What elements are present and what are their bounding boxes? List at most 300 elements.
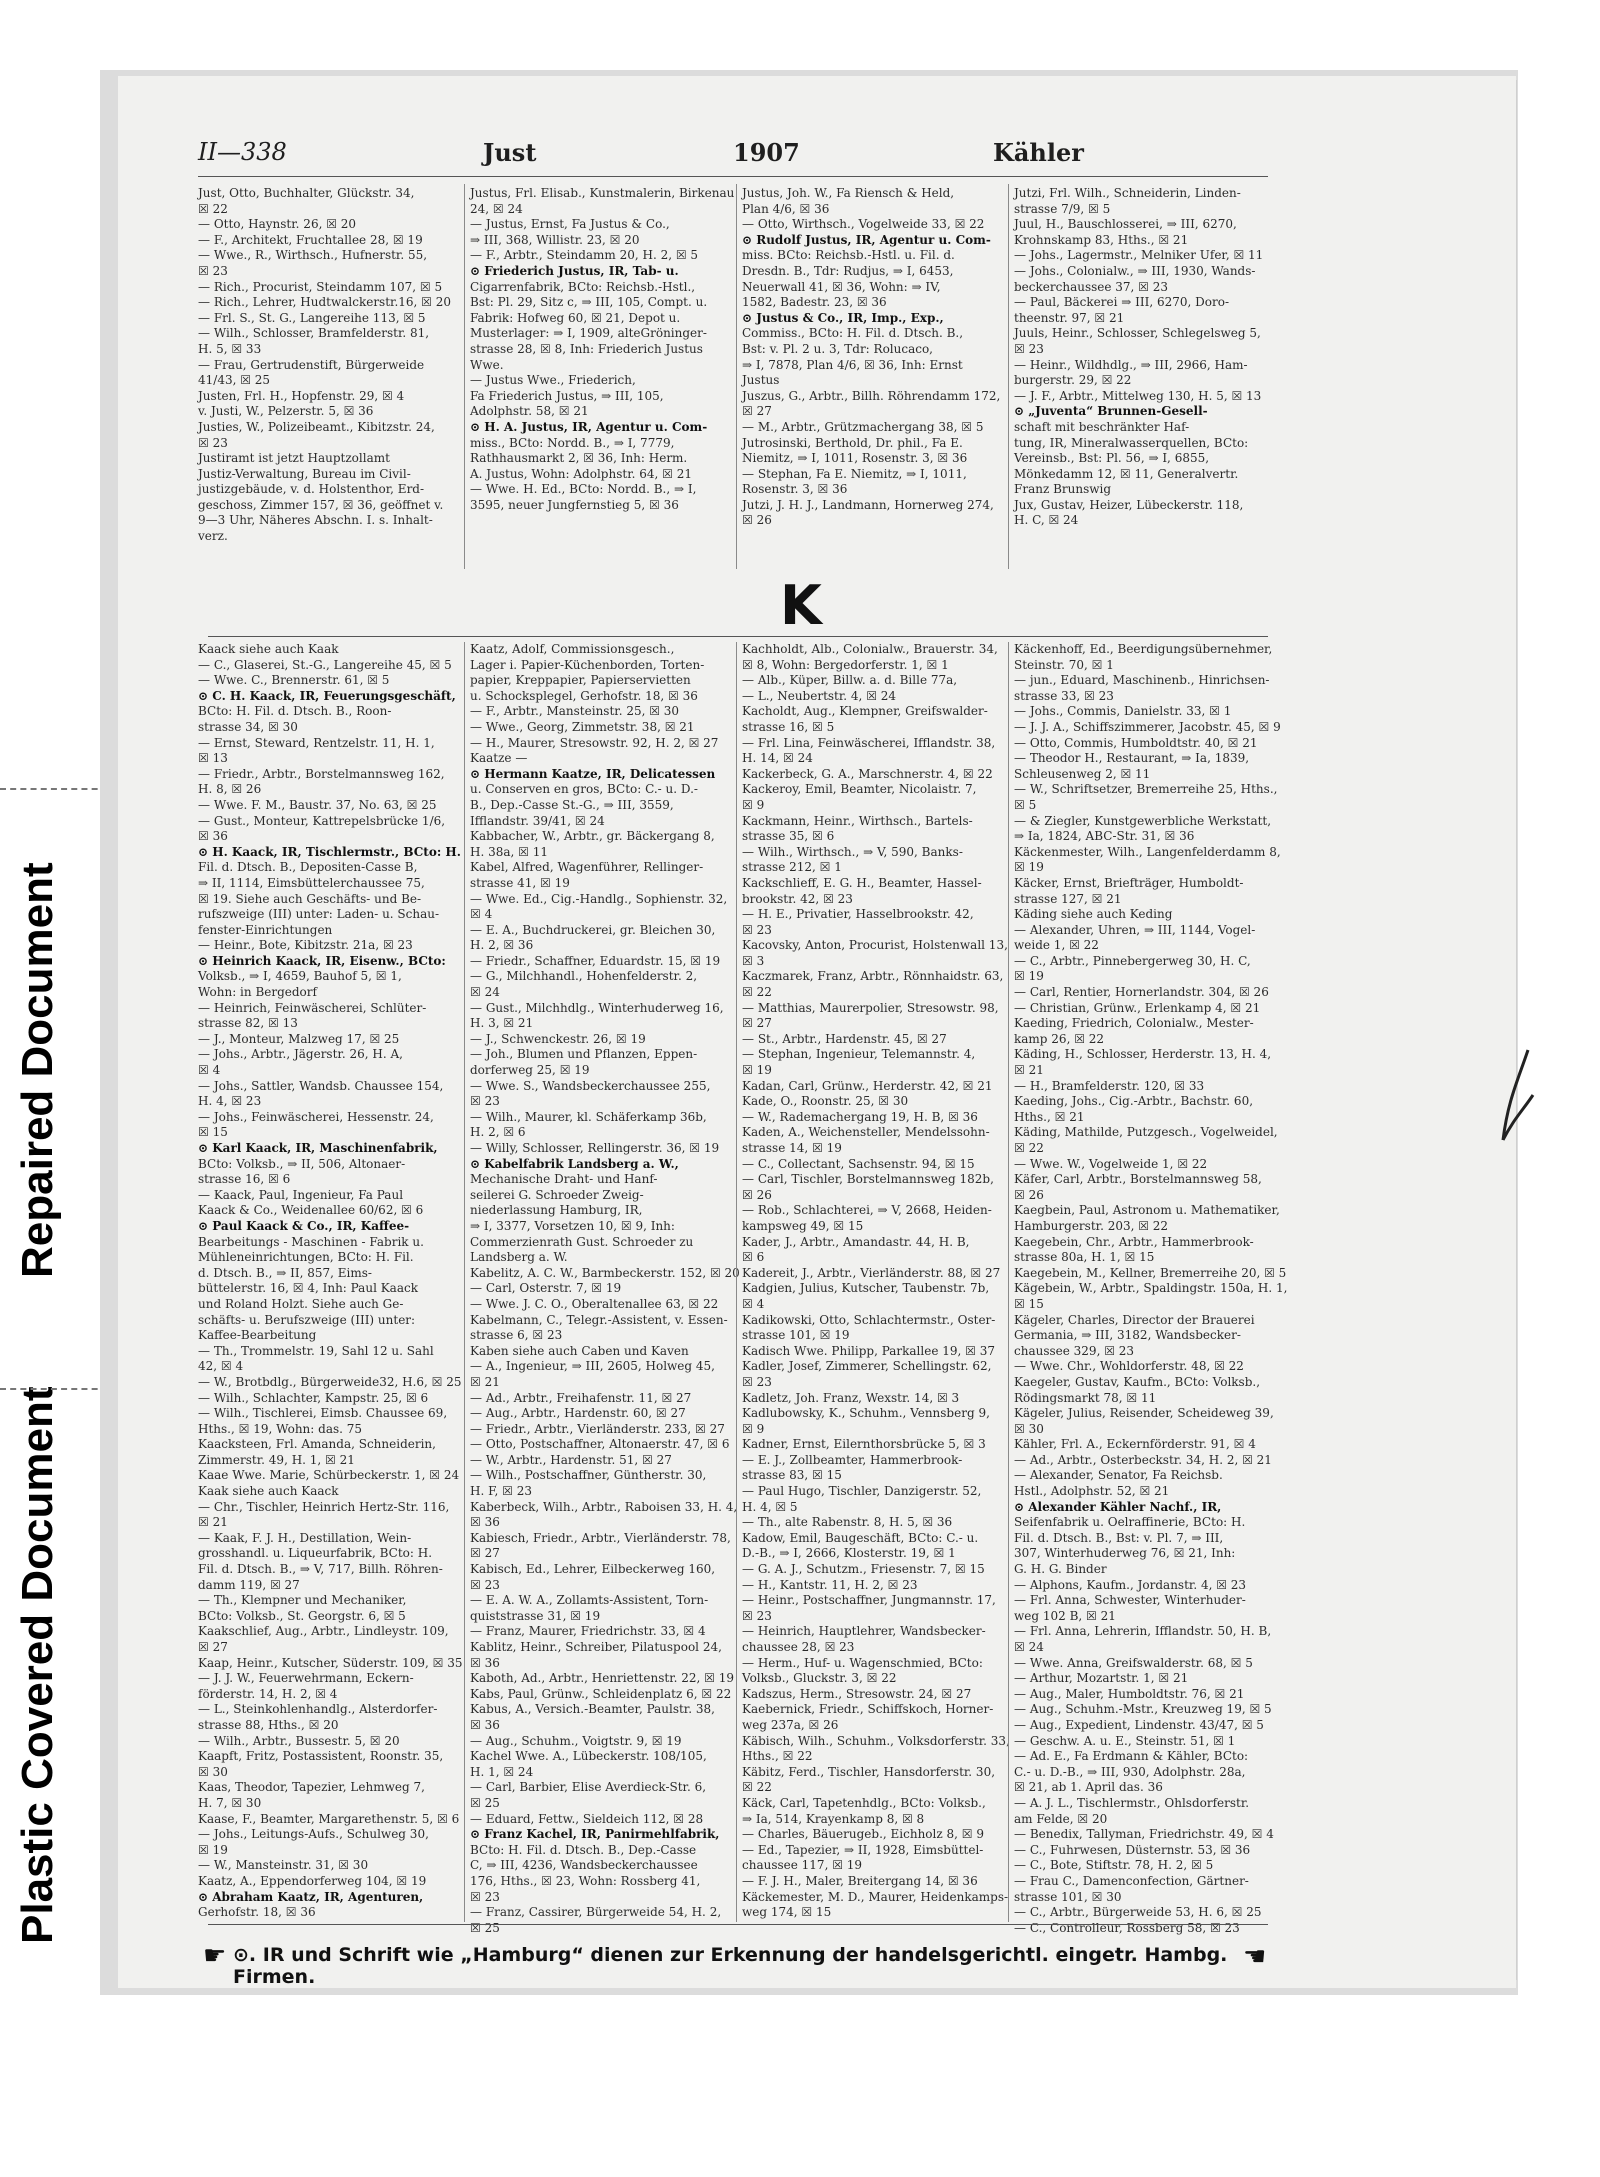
directory-line: Kaegebein, Chr., Arbtr., Hammerbrook-	[1014, 1234, 1254, 1249]
directory-line: justizgebäude, v. d. Holstenthor, Erd-	[198, 482, 425, 497]
directory-line: Fabrik: Hofweg 60, ☒ 21, Depot u.	[470, 310, 681, 325]
directory-line: strasse 88, Hths., ☒ 20	[198, 1717, 339, 1732]
directory-line: — Johs., Sattler, Wandsb. Chaussee 154,	[198, 1078, 444, 1093]
directory-line: Bst: Pl. 29, Sitz c, ⇒ III, 105, Compt. u.	[470, 295, 708, 310]
directory-line: C.- u. D.-B., ⇒ III, 930, Adolphstr. 28a,	[1014, 1764, 1246, 1779]
directory-line: — Aug., Expedient, Lindenstr. 43/47, ☒ 5	[1014, 1717, 1264, 1732]
directory-line: — Frau, Gertrudenstift, Bürgerweide	[198, 357, 425, 372]
directory-line: Kabbacher, W., Arbtr., gr. Bäckergang 8,	[470, 829, 715, 844]
directory-line: ☒ 4	[198, 1063, 221, 1078]
directory-line: — Matthias, Maurerpolier, Stresowstr. 98,	[742, 1000, 999, 1015]
directory-line: — F., Arbtr., Mansteinstr. 25, ☒ 30	[470, 704, 680, 719]
directory-line: BCto: H. Fil. d. Dtsch. B., Dep.-Casse	[470, 1842, 697, 1857]
directory-line: papier, Kreppapier, Papierservietten	[470, 673, 691, 688]
directory-line: — Johs., Commis, Danielstr. 33, ☒ 1	[1014, 704, 1232, 719]
directory-line: ☒ 15	[198, 1125, 228, 1140]
column-rule	[736, 642, 737, 1922]
directory-line: — Aug., Schuhm., Voigtstr. 9, ☒ 19	[470, 1733, 682, 1748]
directory-line: Kaboth, Ad., Arbtr., Henriettenstr. 22, ☒ 19	[470, 1671, 734, 1686]
directory-line: 1582, Badestr. 23, ☒ 36	[742, 295, 887, 310]
directory-line: H. 2, ☒ 6	[470, 1125, 526, 1140]
directory-line: — & Ziegler, Kunstgewerbliche Werkstatt,	[1014, 813, 1272, 828]
directory-line: Kaegbein, Paul, Astronom u. Mathematiker,	[1014, 1203, 1280, 1218]
directory-line: H. 14, ☒ 24	[742, 751, 813, 766]
directory-line: ☒ 22	[198, 201, 228, 216]
directory-line: Zimmerstr. 49, H. 1, ☒ 21	[198, 1452, 355, 1467]
directory-line: — Rich., Lehrer, Hudtwalckerstr.16, ☒ 20	[198, 295, 452, 310]
directory-line: schaft mit beschränkter Haf-	[1014, 419, 1190, 434]
directory-line: — Wwe. C., Brennerstr. 61, ☒ 5	[198, 673, 390, 688]
directory-line: strasse 83, ☒ 15	[742, 1468, 842, 1483]
directory-line: — Friedr., Arbtr., Vierländerstr. 233, ☒ 27	[470, 1421, 725, 1436]
directory-line: Kablitz, Heinr., Schreiber, Pilatuspool 24,	[470, 1640, 722, 1654]
directory-line: Commerzienrath Gust. Schroeder zu	[470, 1234, 694, 1249]
directory-line: — Arthur, Mozartstr. 1, ☒ 21	[1014, 1671, 1189, 1686]
directory-line: Kade, O., Roonstr. 25, ☒ 30	[742, 1094, 909, 1109]
directory-line: — Chr., Tischler, Heinrich Hertz-Str. 116,	[198, 1499, 450, 1514]
directory-line: ☒ 21	[198, 1515, 228, 1530]
directory-line: — Frl. Anna, Schwester, Winterhuder-	[1014, 1593, 1246, 1608]
directory-line: — J. J. W., Feuerwehrmann, Eckern-	[198, 1671, 414, 1686]
directory-line: und Roland Holzt. Siehe auch Ge-	[198, 1296, 404, 1311]
directory-line: Justiz-Verwaltung, Bureau im Civil-	[198, 466, 411, 481]
directory-line: u. Conserven en gros, BCto: C.- u. D.-	[470, 782, 698, 797]
directory-line: — Frl. Lina, Feinwäscherei, Ifflandstr. 38,	[742, 735, 996, 750]
directory-line: ⊙ H. A. Justus, IR, Agentur u. Com-	[470, 419, 708, 434]
directory-line: Kacovsky, Anton, Procurist, Holstenwall 13,	[742, 938, 1008, 953]
directory-line: Kägeler, Julius, Reisender, Scheideweg 39,	[1014, 1406, 1274, 1421]
directory-line: — J., Schwenckestr. 26, ☒ 19	[470, 1031, 646, 1046]
directory-line: ☒ 27	[742, 404, 772, 419]
directory-line: — Heinr., Postschaffner, Jungmannstr. 17,	[742, 1593, 996, 1608]
directory-line: ☒ 23	[742, 1608, 772, 1623]
directory-line: Juul, H., Bauschlosserei, ⇒ III, 6270,	[1014, 217, 1237, 232]
directory-line: strasse 6, ☒ 23	[470, 1328, 563, 1343]
directory-line: Kadow, Emil, Baugeschäft, BCto: C.- u.	[742, 1530, 979, 1545]
directory-line: Kackschlieff, E. G. H., Beamter, Hassel-	[742, 875, 982, 890]
directory-line: Kaden, A., Weichensteller, Mendelssohn-	[742, 1125, 990, 1140]
directory-line: Bst: v. Pl. 2 u. 3, Tdr: Rolucaco,	[742, 341, 933, 356]
directory-line: Kabelmann, C., Telegr.-Assistent, v. Essen-	[470, 1312, 728, 1327]
directory-line: Seifenfabrik u. Oelraffinerie, BCto: H.	[1014, 1515, 1246, 1530]
directory-line: Justus	[742, 373, 780, 388]
directory-line: ☒ 27	[470, 1546, 500, 1561]
directory-line: Kadereit, J., Arbtr., Vierländerstr. 88, ☒ 27	[742, 1265, 1001, 1280]
directory-line: Käding, Mathilde, Putzgesch., Vogelweidel,	[1014, 1125, 1278, 1140]
directory-line: Kaczmarek, Franz, Arbtr., Rönnhaidstr. 63,	[742, 969, 1004, 984]
directory-line: Jutrosinski, Berthold, Dr. phil., Fa E.	[742, 435, 963, 450]
directory-line: strasse 41, ☒ 19	[470, 875, 570, 890]
directory-line: — Alphons, Kaufm., Jordanstr. 4, ☒ 23	[1014, 1577, 1247, 1592]
directory-line: — C., Arbtr., Bürgerweide 53, H. 6, ☒ 25	[1014, 1905, 1262, 1920]
directory-line: strasse 80a, H. 1, ☒ 15	[1014, 1250, 1155, 1265]
directory-line: — Aug., Schuhm.-Mstr., Kreuzweg 19, ☒ 5	[1014, 1702, 1272, 1717]
directory-line: — C., Bote, Stiftstr. 78, H. 2, ☒ 5	[1014, 1858, 1214, 1873]
directory-line: tung, IR, Mineralwasserquellen, BCto:	[1014, 435, 1249, 450]
directory-line: BCto: Volksb., ⇒ II, 506, Altonaer-	[198, 1156, 406, 1171]
directory-line: niederlassung Hamburg, IR,	[470, 1203, 643, 1218]
directory-line: Kaegebein, M., Kellner, Bremerreihe 20, ☒ 5	[1014, 1265, 1287, 1280]
directory-line: — Wwe. H. Ed., BCto: Nordd. B., ⇒ I,	[470, 482, 697, 497]
directory-line: — H., Maurer, Stresowstr. 92, H. 2, ☒ 27	[470, 735, 719, 750]
directory-line: — E. J., Zollbeamter, Hammerbrook-	[742, 1452, 963, 1467]
directory-line: Kader, J., Arbtr., Amandastr. 44, H. B,	[742, 1234, 970, 1249]
directory-line: — Theodor H., Restaurant, ⇒ Ia, 1839,	[1014, 751, 1250, 766]
directory-line: Fil. d. Dtsch. B., Bst: v. Pl. 7, ⇒ III,	[1014, 1530, 1224, 1545]
directory-line: ☒ 19	[198, 1842, 228, 1857]
directory-line: D.-B., ⇒ I, 2666, Klosterstr. 19, ☒ 1	[742, 1546, 956, 1561]
directory-line: Kaatze —	[470, 751, 528, 766]
directory-line: Kadletz, Joh. Franz, Wexstr. 14, ☒ 3	[742, 1390, 960, 1405]
directory-line: Kaakschlief, Aug., Arbtr., Lindleystr. 109,	[198, 1624, 449, 1639]
directory-line: ⊙ C. H. Kaack, IR, Feuerungsgeschäft,	[198, 688, 456, 703]
directory-line: — Otto, Commis, Humboldtstr. 40, ☒ 21	[1014, 735, 1258, 750]
directory-line: — Ad., Arbtr., Osterbeckstr. 34, H. 2, ☒ 21	[1014, 1452, 1272, 1467]
directory-line: 176, Hths., ☒ 23, Wohn: Rossberg 41,	[470, 1873, 701, 1888]
directory-line: Vereinsb., Bst: Pl. 56, ⇒ I, 6855,	[1014, 451, 1210, 466]
directory-line: Käbitz, Ferd., Tischler, Hansdorferstr. 30,	[742, 1764, 996, 1779]
section-letter: K	[780, 574, 822, 637]
directory-line: — Friedr., Arbtr., Borstelmannsweg 162,	[198, 766, 445, 781]
directory-line: ☒ 21	[1014, 1063, 1044, 1078]
directory-line: schäfts- u. Berufszweige (III) unter:	[198, 1312, 416, 1327]
footer-notice: ⊙. IR und Schrift wie „Hamburg“ dienen zur Erkennung der handelsgerichtl. eingetr. Hambg. Firmen.	[233, 1944, 1228, 1988]
directory-line: Fil. d. Dtsch. B., Depositen-Casse B,	[198, 860, 418, 875]
directory-line: ☒ 30	[198, 1764, 228, 1779]
directory-line: — Heinr., Wildhdlg., ⇒ III, 2966, Ham-	[1014, 357, 1248, 372]
directory-line: ☒ 25	[470, 1795, 500, 1810]
directory-line: Neuerwall 41, ☒ 36, Wohn: ⇒ IV,	[742, 279, 941, 294]
directory-line: Käbisch, Wilh., Schuhm., Volksdorferstr. 33,	[742, 1733, 1010, 1748]
directory-line: quiststrasse 31, ☒ 19	[470, 1608, 601, 1623]
directory-line: — Johs., Leitungs-Aufs., Schulweg 30,	[198, 1827, 429, 1842]
directory-line: — L., Steinkohlenhandlg., Alsterdorfer-	[198, 1702, 438, 1717]
directory-line: Justus, Joh. W., Fa Riensch & Held,	[742, 186, 955, 200]
directory-line: ☒ 26	[1014, 1187, 1044, 1202]
directory-line: Ifflandstr. 39/41, ☒ 24	[470, 813, 605, 828]
directory-line: Kackmann, Heinr., Wirthsch., Bartels-	[742, 813, 973, 828]
directory-line: Kadgien, Julius, Kutscher, Taubenstr. 7b,	[742, 1281, 990, 1296]
directory-line: chaussee 28, ☒ 23	[742, 1640, 855, 1654]
directory-line: Gerhofstr. 18, ☒ 36	[198, 1905, 316, 1920]
directory-line: ☒ 19. Siehe auch Geschäfts- und Be-	[198, 891, 422, 906]
directory-line: — H. E., Privatier, Hasselbrookstr. 42,	[742, 907, 974, 922]
directory-line: strasse 14, ☒ 19	[742, 1141, 842, 1155]
directory-line: — J. J. A., Schiffszimmerer, Jacobstr. 45, ☒ 9	[1014, 719, 1281, 734]
directory-line: u. Schocksplegel, Gerhofstr. 18, ☒ 36	[470, 688, 698, 703]
directory-line: — jun., Eduard, Maschinenb., Hinrichsen-	[1014, 673, 1270, 688]
directory-line: — Heinrich, Feinwäscherei, Schlüter-	[198, 1000, 427, 1015]
directory-line: — Wilh., Postschaffner, Güntherstr. 30,	[470, 1468, 707, 1483]
directory-line: H. 3, ☒ 21	[470, 1016, 534, 1031]
directory-line: — Paul, Bäckerei ⇒ III, 6270, Doro-	[1014, 295, 1230, 310]
directory-line: — M., Arbtr., Grützmachergang 38, ☒ 5	[742, 419, 984, 434]
directory-line: Kaacksteen, Frl. Amanda, Schneiderin,	[198, 1437, 436, 1452]
directory-line: ⇒ Ia, 1824, ABC-Str. 31, ☒ 36	[1014, 829, 1195, 844]
directory-line: Kadlubowsky, K., Schuhm., Vennsberg 9,	[742, 1406, 990, 1421]
entries-column-k-4	[1014, 642, 1288, 1935]
directory-line: — Wilh., Schlosser, Bramfelderstr. 81,	[198, 326, 430, 341]
directory-line: Hamburgerstr. 203, ☒ 22	[1014, 1218, 1169, 1233]
directory-line: G. H. G. Binder	[1014, 1562, 1107, 1577]
page-header	[198, 138, 1278, 178]
directory-line: Plan 4/6, ☒ 36	[742, 201, 830, 216]
directory-line: H. 4, ☒ 23	[198, 1094, 262, 1109]
directory-line: damm 119, ☒ 27	[198, 1577, 300, 1592]
directory-line: — Frl. S., St. G., Langereihe 113, ☒ 5	[198, 310, 426, 325]
directory-line: Kaebernick, Friedr., Schiffskoch, Horner-	[742, 1702, 994, 1717]
directory-line: — Wilh., Wirthsch., ⇒ V, 590, Banks-	[742, 844, 963, 859]
directory-line: ⊙ Abraham Kaatz, IR, Agenturen,	[198, 1889, 424, 1904]
directory-line: ☒ 23	[742, 922, 772, 937]
directory-line: — Carl, Tischler, Borstelmannsweg 182b,	[742, 1172, 994, 1187]
directory-line: Kabel, Alfred, Wagenführer, Rellinger-	[470, 860, 704, 875]
directory-line: 24, ☒ 24	[470, 201, 523, 216]
directory-line: H. 8, ☒ 26	[198, 782, 262, 797]
directory-line: ☒ 24	[1014, 1640, 1044, 1654]
directory-line: Kadan, Carl, Grünw., Herderstr. 42, ☒ 21	[742, 1078, 993, 1093]
directory-line: verz.	[198, 529, 228, 544]
directory-line: Kaeding, Friedrich, Colonialw., Mester-	[1014, 1016, 1254, 1031]
directory-line: Justus, Frl. Elisab., Kunstmalerin, Birkenau	[470, 186, 735, 200]
directory-line: — Kaak, F. J. H., Destillation, Wein-	[198, 1530, 412, 1545]
directory-line: — W., Schriftsetzer, Bremerreihe 25, Hths.,	[1014, 782, 1278, 797]
directory-line: — W., Brotbdlg., Bürgerweide32, H.6, ☒ 25	[198, 1374, 462, 1389]
pointing-hand-left-icon: ☛	[203, 1941, 227, 1971]
directory-line: — Christian, Grünw., Erlenkamp 4, ☒ 21	[1014, 1000, 1261, 1015]
directory-line: seilerei G. Schroeder Zweig-	[470, 1187, 644, 1202]
directory-line: B., Dep.-Casse St.-G., ⇒ III, 3559,	[470, 797, 674, 812]
entries-column-top-4	[1014, 186, 1276, 566]
directory-line: — F. J. H., Maler, Breitergang 14, ☒ 36	[742, 1873, 978, 1888]
directory-line: H. 5, ☒ 33	[198, 341, 262, 356]
section-rule	[208, 636, 1268, 637]
directory-line: — Th., Trommelstr. 19, Sahl 12 u. Sahl	[198, 1343, 434, 1358]
directory-line: — Wilh., Maurer, kl. Schäferkamp 36b,	[470, 1109, 707, 1124]
directory-line: ☒ 24	[470, 985, 500, 1000]
directory-line: förderstr. 14, H. 2, ☒ 4	[198, 1686, 338, 1701]
directory-line: ☒ 36	[470, 1655, 500, 1670]
directory-line: — St., Arbtr., Hardenstr. 45, ☒ 27	[742, 1031, 947, 1046]
plastic-covered-label: Plastic Covered Document	[13, 1386, 62, 1944]
directory-line: Kachholdt, Alb., Colonialw., Brauerstr. 34,	[742, 642, 998, 656]
directory-line: ⇒ I, 3377, Vorsetzen 10, ☒ 9, Inh:	[470, 1218, 675, 1233]
column-rule	[464, 642, 465, 1922]
directory-line: ☒ 8, Wohn: Bergedorferstr. 1, ☒ 1	[742, 657, 949, 672]
directory-line: A. Justus, Wohn: Adolphstr. 64, ☒ 21	[470, 466, 692, 481]
directory-line: Fa Friederich Justus, ⇒ III, 105,	[470, 388, 664, 403]
directory-line: dorferweg 25, ☒ 19	[470, 1063, 590, 1078]
repaired-document-label: Repaired Document	[13, 862, 62, 1278]
directory-line: BCto: H. Fil. d. Dtsch. B., Roon-	[198, 704, 392, 719]
directory-line: ☒ 23	[198, 435, 228, 450]
directory-line: Kackerbeck, G. A., Marschnerstr. 4, ☒ 22	[742, 766, 993, 781]
directory-line: ☒ 5	[1014, 797, 1037, 812]
directory-line: weide 1, ☒ 22	[1014, 938, 1099, 953]
directory-line: — Alexander, Uhren, ⇒ III, 1144, Vogel-	[1014, 922, 1256, 937]
directory-line: Kadszus, Herm., Stresowstr. 24, ☒ 27	[742, 1686, 972, 1701]
directory-line: Schleusenweg 2, ☒ 11	[1014, 766, 1151, 781]
directory-line: Jux, Gustav, Heizer, Lübeckerstr. 118,	[1014, 497, 1244, 512]
directory-line: Kaffee-Bearbeitung	[198, 1328, 317, 1343]
directory-line: Rathhausmarkt 2, ☒ 36, Inh: Herm.	[470, 451, 688, 466]
directory-line: strasse 101, ☒ 30	[1014, 1889, 1122, 1904]
directory-line: — Franz, Cassirer, Bürgerweide 54, H. 2,	[470, 1905, 722, 1920]
directory-line: — Rob., Schlachterei, ⇒ V, 2668, Heiden-	[742, 1203, 992, 1218]
directory-line: Käcker, Ernst, Briefträger, Humboldt-	[1014, 875, 1244, 890]
directory-line: BCto: Volksb., St. Georgstr. 6, ☒ 5	[198, 1608, 406, 1623]
directory-line: — Rich., Procurist, Steindamm 107, ☒ 5	[198, 279, 443, 294]
directory-line: Mönkedamm 12, ☒ 11, Generalvertr.	[1014, 466, 1239, 481]
directory-line: Käding, H., Schlosser, Herderstr. 13, H. 4,	[1014, 1047, 1272, 1062]
directory-line: d. Dtsch. B., ⇒ II, 857, Eims-	[198, 1265, 372, 1280]
entries-column-k-2	[470, 642, 740, 1935]
directory-line: 9—3 Uhr, Näheres Abschn. I. s. Inhalt-	[198, 513, 433, 528]
directory-line: — Wwe. Anna, Greifswalderstr. 68, ☒ 5	[1014, 1655, 1253, 1670]
directory-line: Kaae Wwe. Marie, Schürbeckerstr. 1, ☒ 24	[198, 1468, 460, 1483]
directory-line: Fil. d. Dtsch. B., ⇒ V, 717, Billh. Röhren-	[198, 1562, 443, 1577]
directory-line: — Joh., Blumen und Pflanzen, Eppen-	[470, 1047, 698, 1062]
directory-line: Kaak siehe auch Kaack	[198, 1484, 339, 1499]
directory-line: ⊙ Franz Kachel, IR, Panirmehlfabrik,	[470, 1827, 720, 1842]
directory-line: — Frl. Anna, Lehrerin, Ifflandstr. 50, H. B,	[1014, 1624, 1272, 1639]
directory-line: Juszus, G., Arbtr., Billh. Röhrendamm 172,	[742, 388, 1001, 403]
directory-line: ☒ 36	[198, 829, 228, 844]
directory-line: ☒ 26	[742, 1187, 772, 1202]
directory-line: ☒ 13	[198, 751, 228, 766]
directory-line: büttelerstr. 16, ☒ 4, Inh: Paul Kaack	[198, 1281, 418, 1296]
directory-line: — Gust., Monteur, Kattrepelsbrücke 1/6,	[198, 813, 446, 828]
directory-line: ⇒ III, 368, Willistr. 23, ☒ 20	[470, 232, 640, 247]
directory-line: — H., Bramfelderstr. 120, ☒ 33	[1014, 1078, 1205, 1093]
directory-line: Kaeding, Johs., Cig.-Arbtr., Bachstr. 60,	[1014, 1094, 1254, 1109]
directory-line: Germania, ⇒ III, 3182, Wandsbecker-	[1014, 1328, 1241, 1343]
directory-line: — Ernst, Steward, Rentzelstr. 11, H. 1,	[198, 735, 435, 750]
directory-line: Mechanische Draht- und Hanf-	[470, 1172, 658, 1187]
directory-line: — Alb., Küper, Billw. a. d. Bille 77a,	[742, 673, 958, 688]
directory-line: ☒ 19	[1014, 860, 1044, 875]
directory-line: — G., Milchhandl., Hohenfelderstr. 2,	[470, 969, 698, 984]
directory-line: Kaben siehe auch Caben und Kaven	[470, 1343, 689, 1358]
directory-line: strasse 16, ☒ 5	[742, 719, 835, 734]
directory-line: — Heinr., Bote, Kibitzstr. 21a, ☒ 23	[198, 938, 413, 953]
directory-line: Wwe.	[470, 357, 504, 372]
column-rule	[464, 184, 465, 569]
directory-line: — Frau C., Damenconfection, Gärtner-	[1014, 1873, 1249, 1888]
directory-line: — Wwe., Georg, Zimmetstr. 38, ☒ 21	[470, 719, 695, 734]
directory-line: — C., Arbtr., Pinnebergerweg 30, H. C,	[1014, 953, 1251, 968]
directory-line: — Eduard, Fettw., Sieldeich 112, ☒ 28	[470, 1811, 704, 1826]
directory-line: Volksb., Gluckstr. 3, ☒ 22	[742, 1671, 897, 1686]
directory-line: strasse 34, ☒ 30	[198, 719, 298, 734]
directory-line: — J., Monteur, Malzweg 17, ☒ 25	[198, 1031, 400, 1046]
directory-line: ☒ 22	[1014, 1141, 1044, 1155]
directory-line: — Kaack, Paul, Ingenieur, Fa Paul	[198, 1187, 404, 1202]
directory-line: Jutzi, J. H. J., Landmann, Hornerweg 274,	[742, 497, 994, 512]
directory-line: — J. F., Arbtr., Mittelweg 130, H. 5, ☒ 13	[1014, 388, 1262, 403]
directory-line: — Johs., Colonialw., ⇒ III, 1930, Wands-	[1014, 263, 1256, 278]
column-rule	[1008, 184, 1009, 569]
directory-line: Krohnskamp 83, Hths., ☒ 21	[1014, 232, 1189, 247]
directory-line: fenster-Einrichtungen	[198, 922, 333, 937]
directory-line: strasse 127, ☒ 21	[1014, 891, 1122, 906]
directory-line: — Wwe. J. C. O., Oberaltenallee 63, ☒ 22	[470, 1296, 719, 1311]
directory-line: Kabus, A., Versich.-Beamter, Paulstr. 38,	[470, 1702, 715, 1717]
directory-line: ☒ 9	[742, 1421, 765, 1436]
directory-line: Kachel Wwe. A., Lübeckerstr. 108/105,	[470, 1749, 707, 1764]
directory-line: Commiss., BCto: H. Fil. d. Dtsch. B.,	[742, 326, 964, 341]
column-rule	[1008, 642, 1009, 1922]
directory-line: — Th., alte Rabenstr. 8, H. 5, ☒ 36	[742, 1515, 953, 1530]
directory-line: H. C, ☒ 24	[1014, 513, 1079, 528]
directory-line: — Carl, Barbier, Elise Averdieck-Str. 6,	[470, 1780, 707, 1795]
directory-line: ☒ 19	[742, 1063, 772, 1078]
directory-line: Justies, W., Polizeibeamt., Kibitzstr. 24,	[198, 419, 435, 434]
directory-line: Mühleneinrichtungen, BCto: H. Fil.	[198, 1250, 414, 1265]
directory-line: — Willy, Schlosser, Rellingerstr. 36, ☒ 19	[470, 1141, 720, 1155]
directory-line: — A. J. L., Tischlermstr., Ohlsdorferstr.	[1014, 1795, 1250, 1810]
directory-line: Kadisch Wwe. Philipp, Parkallee 19, ☒ 37	[742, 1343, 995, 1358]
directory-line: Käding siehe auch Keding	[1014, 907, 1173, 922]
directory-line: Wohn: in Bergedorf	[198, 985, 317, 1000]
directory-line: Kadikowski, Otto, Schlachtermstr., Oster-	[742, 1312, 996, 1327]
directory-line: chaussee 117, ☒ 19	[742, 1858, 863, 1873]
directory-line: miss. BCto: Reichsb.-Hstl. u. Fil. d.	[742, 248, 955, 263]
entries-column-top-1	[198, 186, 460, 566]
directory-line: — C., Fuhrwesen, Düsternstr. 53, ☒ 36	[1014, 1842, 1251, 1857]
entries-column-top-3	[742, 186, 1004, 566]
directory-line: ☒ 23	[742, 1374, 772, 1389]
directory-line: H. 1, ☒ 24	[470, 1764, 534, 1779]
directory-line: ⊙ „Juventa“ Brunnen-Gesell-	[1014, 404, 1208, 419]
directory-line: — Carl, Rentier, Hornerlandstr. 304, ☒ 26	[1014, 985, 1269, 1000]
directory-line: H. 38a, ☒ 11	[470, 844, 548, 859]
directory-line: Kabelitz, A. C. W., Barmbeckerstr. 152, ☒ 20	[470, 1265, 740, 1280]
directory-page	[118, 76, 1516, 1988]
directory-line: — Gust., Milchhdlg., Winterhuderweg 16,	[470, 1000, 724, 1015]
directory-line: — Herm., Huf- u. Wagenschmied, BCto:	[742, 1655, 983, 1670]
directory-line: — Stephan, Ingenieur, Telemannstr. 4,	[742, 1047, 976, 1062]
directory-line: Kähler, Frl. A., Eckernförderstr. 91, ☒ 4	[1014, 1437, 1256, 1452]
directory-line: Kägeler, Charles, Director der Brauerei	[1014, 1312, 1255, 1327]
directory-line: Hths., ☒ 19, Wohn: das. 75	[198, 1421, 363, 1436]
directory-line: Kaas, Theodor, Tapezier, Lehmweg 7,	[198, 1780, 425, 1795]
directory-line: Kaberbeck, Wilh., Arbtr., Raboisen 33, H. 4,	[470, 1499, 738, 1514]
directory-line: ☒ 23	[470, 1889, 500, 1904]
directory-line: Rosenstr. 3, ☒ 36	[742, 482, 848, 497]
footer-rule	[208, 1924, 1268, 1925]
directory-line: theenstr. 97, ☒ 21	[1014, 310, 1125, 325]
directory-line: Rödingsmarkt 78, ☒ 11	[1014, 1390, 1157, 1405]
directory-line: — W., Rademachergang 19, H. B, ☒ 36	[742, 1109, 978, 1124]
directory-line: Justiramt ist jetzt Hauptzollamt	[198, 451, 390, 466]
directory-line: — Heinrich, Hauptlehrer, Wandsbecker-	[742, 1624, 986, 1639]
directory-line: ☒ 23	[1014, 341, 1044, 356]
header-name-left: Just	[483, 138, 537, 167]
directory-line: ☒ 22	[742, 1780, 772, 1795]
directory-line: — Alexander, Senator, Fa Reichsb.	[1014, 1468, 1223, 1483]
directory-line: H. F, ☒ 23	[470, 1484, 533, 1499]
directory-line: Käck, Carl, Tapetenhdlg., BCto: Volksb.,	[742, 1795, 986, 1810]
directory-line: ⊙ Rudolf Justus, IR, Agentur u. Com-	[742, 232, 991, 247]
directory-line: ⊙ Hermann Kaatze, IR, Delicatessen	[470, 766, 716, 781]
directory-line: — Paul Hugo, Tischler, Danzigerstr. 52,	[742, 1484, 982, 1499]
directory-line: — Justus, Ernst, Fa Justus & Co.,	[470, 217, 670, 232]
directory-line: ☒ 15	[1014, 1296, 1044, 1311]
directory-line: strasse 16, ☒ 6	[198, 1172, 291, 1187]
directory-line: Kaapft, Fritz, Postassistent, Roonstr. 35,	[198, 1749, 444, 1764]
directory-line: — F., Arbtr., Steindamm 20, H. 2, ☒ 5	[470, 248, 699, 263]
